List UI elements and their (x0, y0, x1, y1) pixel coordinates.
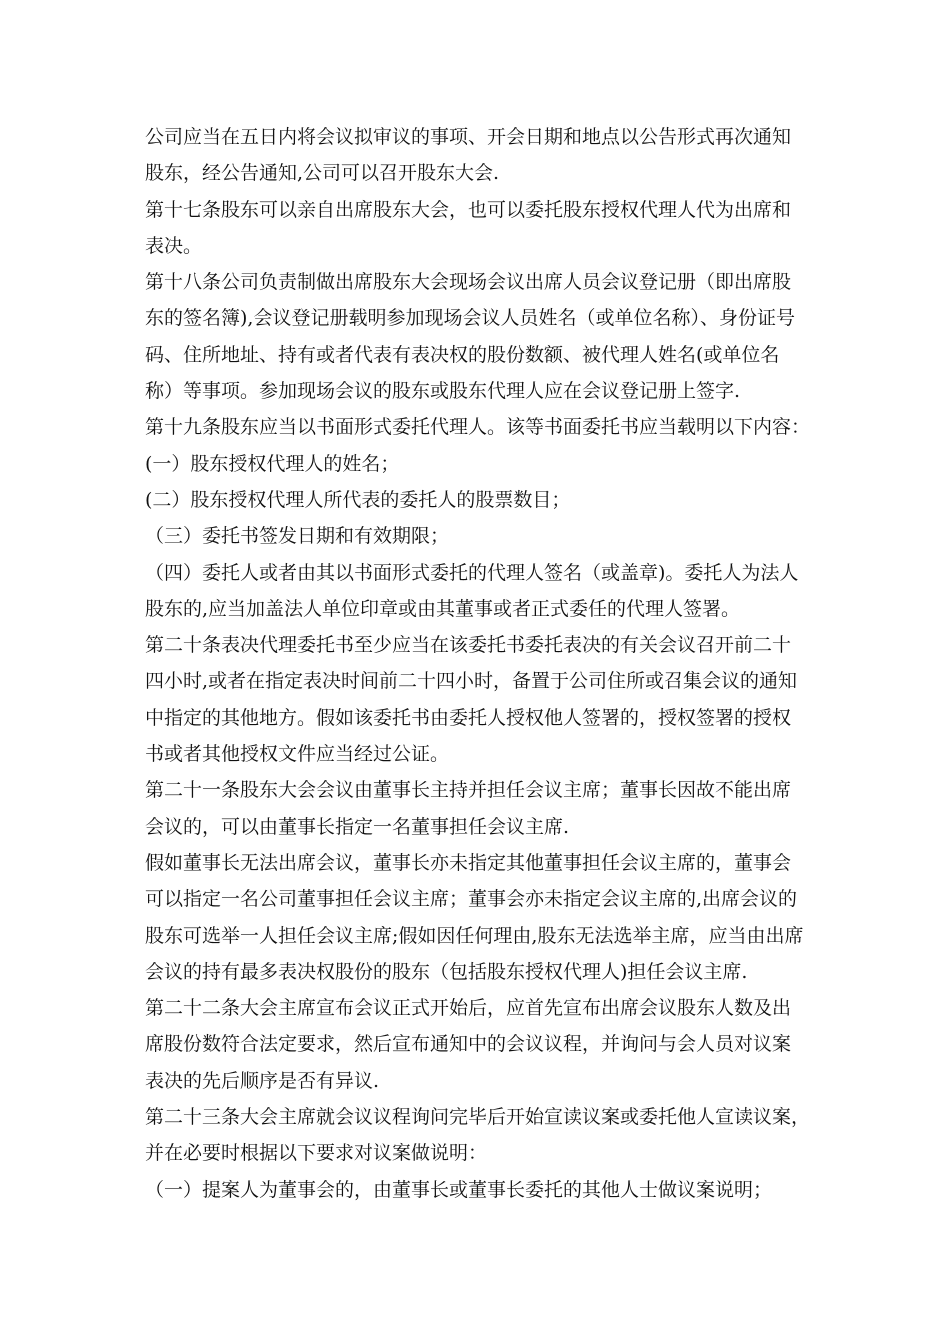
text-line: 表决的先后顺序是否有异议. (145, 1069, 380, 1092)
text-line: 第二十二条大会主席宣布会议正式开始后，应首先宣布出席会议股东人数及出 (145, 997, 792, 1020)
text-line: 会议的，可以由董事长指定一名董事担任会议主席. (145, 815, 570, 838)
text-line: 公司应当在五日内将会议拟审议的事项、开会日期和地点以公告形式再次通知 (145, 126, 792, 148)
text-line: 中指定的其他地方。假如该委托书由委托人授权他人签署的，授权签署的授权 (145, 706, 792, 729)
text-line: （一）提案人为董事会的，由董事长或董事长委托的其他人士做议案说明； (145, 1178, 773, 1201)
text-line: 书或者其他授权文件应当经过公证。 (145, 743, 450, 766)
text-line: 第十八条公司负责制做出席股东大会现场会议出席人员会议登记册（即出席股 (145, 271, 792, 294)
text-line: 第二十一条股东大会会议由董事长主持并担任会议主席；董事长因故不能出席 (145, 779, 792, 802)
text-line: 第十七条股东可以亲自出席股东大会，也可以委托股东授权代理人代为出席和 (145, 198, 792, 221)
text-line: 第十九条股东应当以书面形式委托代理人。该等书面委托书应当载明以下内容： (145, 416, 811, 439)
text-line: 四小时,或者在指定表决时间前二十四小时，备置于公司住所或召集会议的通知 (145, 670, 798, 693)
text-line: (二）股东授权代理人所代表的委托人的股票数目； (145, 488, 571, 511)
text-line: 码、住所地址、持有或者代表有表决权的股份数额、被代理人姓名(或单位名 (145, 343, 780, 366)
text-line: 东的签名簿),会议登记册载明参加现场会议人员姓名（或单位名称）、身份证号 (145, 307, 795, 330)
text-line: （三）委托书签发日期和有效期限； (145, 525, 450, 548)
text-line: 会议的持有最多表决权股份的股东（包括股东授权代理人)担任会议主席. (145, 960, 748, 983)
text-line: (一）股东授权代理人的姓名； (145, 452, 400, 475)
text-line: 第二十条表决代理委托书至少应当在该委托书委托表决的有关会议召开前二十 (145, 634, 792, 657)
text-line: 可以指定一名公司董事担任会议主席；董事会亦未指定会议主席的,出席会议的 (145, 888, 798, 911)
text-line: 席股份数符合法定要求，然后宣布通知中的会议议程，并询问与会人员对议案 (145, 1033, 792, 1056)
text-line: 表决。 (145, 234, 203, 257)
text-line: 股东的,应当加盖法人单位印章或由其董事或者正式委任的代理人签署。 (145, 597, 741, 620)
text-line: 第二十三条大会主席就会议议程询问完毕后开始宣读议案或委托他人宣读议案， (145, 1106, 811, 1129)
text-line: 假如董事长无法出席会议，董事长亦未指定其他董事担任会议主席的，董事会 (145, 851, 792, 874)
text-line: （四）委托人或者由其以书面形式委托的代理人签名（或盖章)。委托人为法人 (145, 561, 799, 584)
text-line: 并在必要时根据以下要求对议案做说明： (145, 1142, 488, 1165)
text-line: 称）等事项。参加现场会议的股东或股东代理人应在会议登记册上签字. (145, 380, 741, 403)
text-line: 股东可选举一人担任会议主席;假如因任何理由,股东无法选举主席，应当由出席 (145, 924, 804, 947)
text-line: 股东，经公告通知,公司可以召开股东大会. (145, 162, 500, 185)
document-body (145, 119, 825, 1208)
